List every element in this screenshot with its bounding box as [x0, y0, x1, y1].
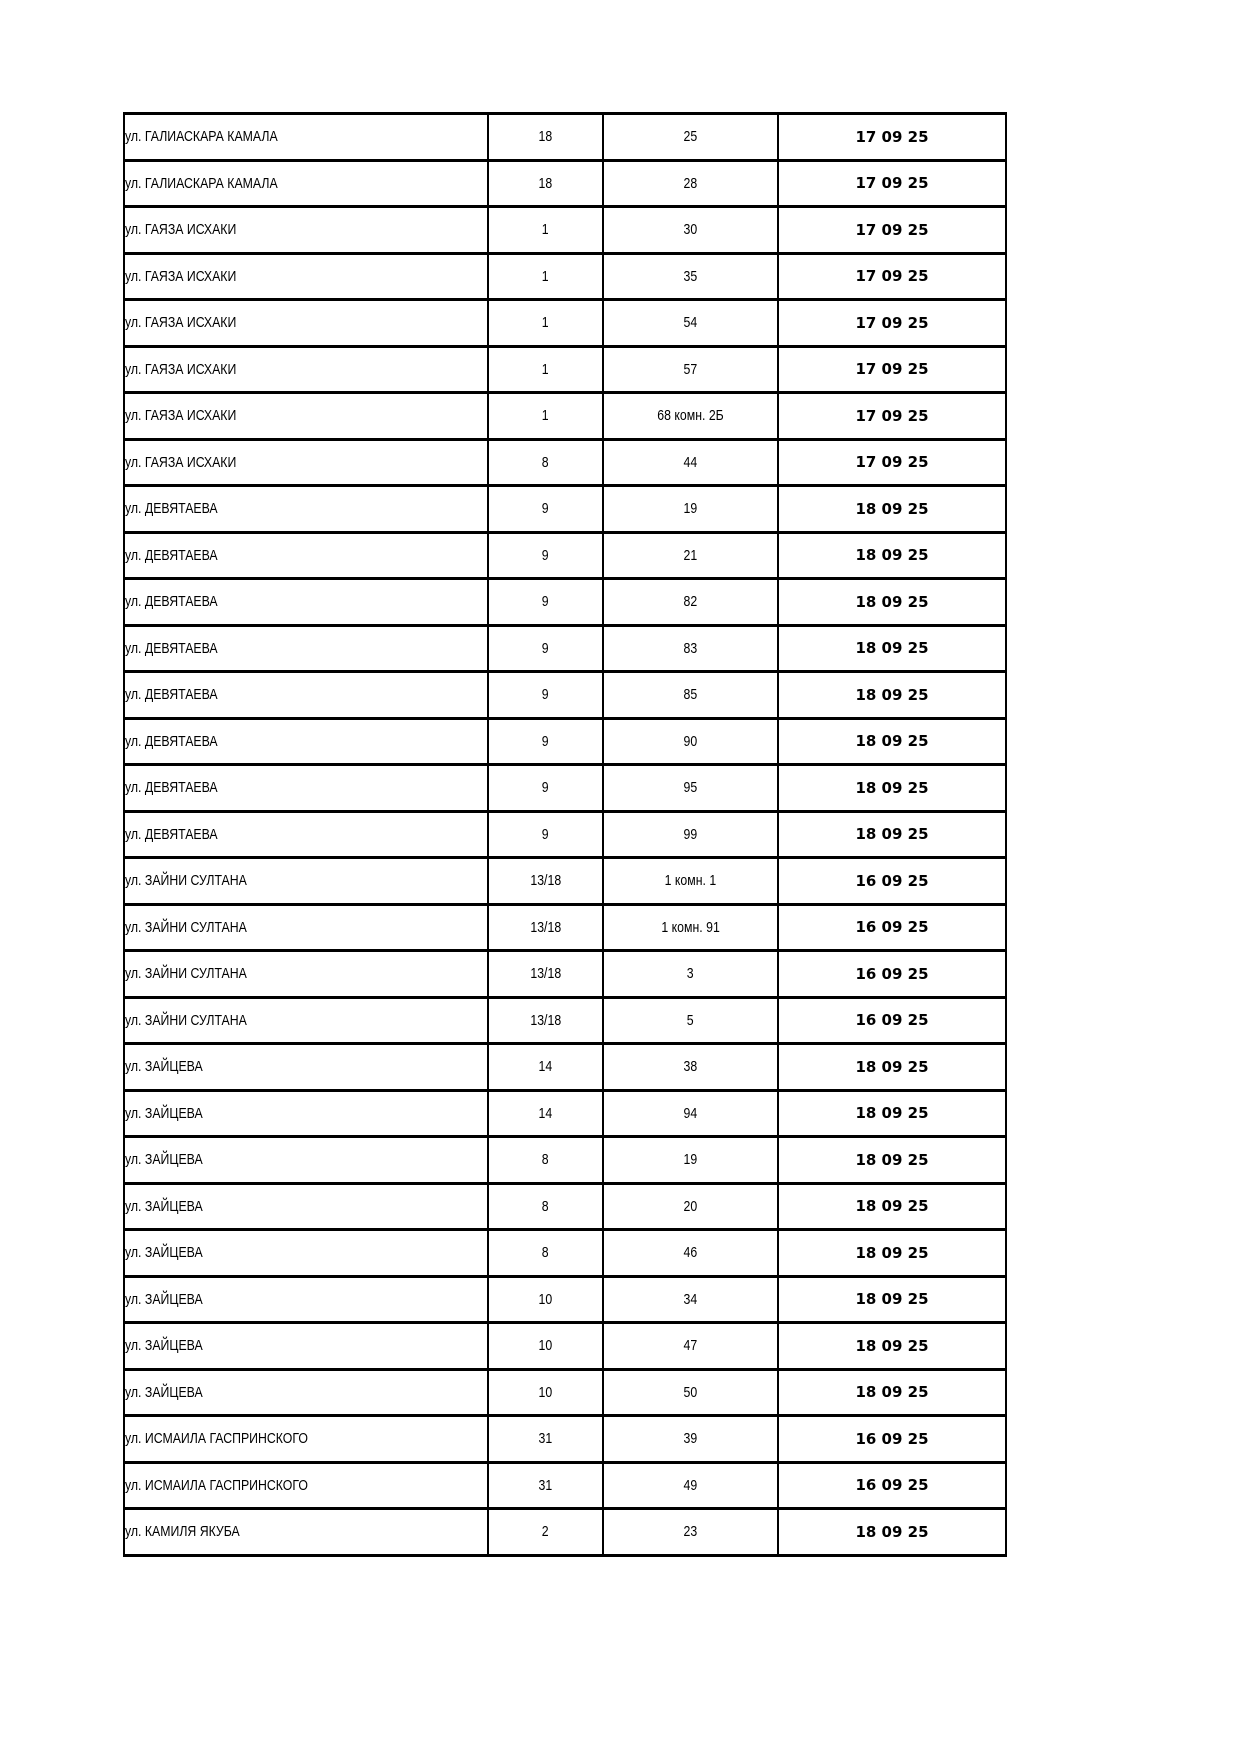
street-text: ул. ДЕВЯТАЕВА [125, 593, 218, 611]
house-number-text: 8 [542, 1197, 549, 1215]
date-cell [779, 1417, 1007, 1464]
date-text: 17 09 25 [855, 453, 929, 472]
street-cell [125, 1324, 489, 1371]
date-cell [779, 162, 1007, 209]
apartment-text: 44 [683, 453, 698, 471]
house-number-cell [489, 301, 604, 348]
street-text: ул. ЗАЙЦЕВА [125, 1290, 203, 1308]
table-row [125, 1371, 1007, 1418]
apartment-cell [604, 580, 779, 627]
house-number-cell [489, 1417, 604, 1464]
street-cell [125, 952, 489, 999]
street-cell [125, 999, 489, 1046]
house-number-text: 8 [542, 1151, 549, 1169]
date-cell [779, 534, 1007, 581]
apartment-cell [604, 952, 779, 999]
table-row [125, 813, 1007, 860]
house-number-cell [489, 906, 604, 953]
street-cell [125, 1185, 489, 1232]
street-text: ул. ДЕВЯТАЕВА [125, 639, 218, 657]
date-cell [779, 394, 1007, 441]
apartment-text: 54 [683, 314, 698, 332]
date-cell [779, 1371, 1007, 1418]
street-text: ул. ИСМАИЛА ГАСПРИНСКОГО [125, 1430, 308, 1448]
apartment-cell [604, 301, 779, 348]
street-text: ул. ДЕВЯТАЕВА [125, 779, 218, 797]
house-number-cell [489, 441, 604, 488]
apartment-text: 1 комн. 1 [664, 872, 717, 890]
date-text: 18 09 25 [855, 1336, 929, 1355]
house-number-cell [489, 1464, 604, 1511]
street-text: ул. ДЕВЯТАЕВА [125, 500, 218, 518]
apartment-cell [604, 1138, 779, 1185]
table-row [125, 766, 1007, 813]
house-number-text: 13/18 [530, 1011, 561, 1029]
street-text: ул. ЗАЙЦЕВА [125, 1337, 203, 1355]
street-cell [125, 1417, 489, 1464]
street-text: ул. ДЕВЯТАЕВА [125, 686, 218, 704]
apartment-cell [604, 115, 779, 162]
house-number-text: 1 [542, 221, 549, 239]
street-text: ул. ДЕВЯТАЕВА [125, 825, 218, 843]
street-text: ул. ГАЛИАСКАРА КАМАЛА [125, 128, 278, 146]
date-text: 18 09 25 [855, 1104, 929, 1123]
apartment-cell [604, 441, 779, 488]
address-schedule-table [123, 112, 1007, 1557]
apartment-text: 95 [683, 779, 698, 797]
date-text: 16 09 25 [855, 871, 929, 890]
table-row [125, 487, 1007, 534]
apartment-cell [604, 1231, 779, 1278]
apartment-cell [604, 534, 779, 581]
street-cell [125, 1371, 489, 1418]
table-row [125, 1417, 1007, 1464]
house-number-text: 1 [542, 267, 549, 285]
date-cell [779, 487, 1007, 534]
date-text: 16 09 25 [855, 918, 929, 937]
date-cell [779, 999, 1007, 1046]
apartment-text: 94 [683, 1104, 698, 1122]
apartment-cell [604, 906, 779, 953]
house-number-text: 9 [542, 639, 549, 657]
date-cell [779, 952, 1007, 999]
date-text: 18 09 25 [855, 592, 929, 611]
street-text: ул. ДЕВЯТАЕВА [125, 546, 218, 564]
street-cell [125, 1510, 489, 1557]
house-number-text: 10 [538, 1337, 553, 1355]
date-text: 18 09 25 [855, 546, 929, 565]
street-cell [125, 766, 489, 813]
date-text: 17 09 25 [855, 406, 929, 425]
street-cell [125, 162, 489, 209]
date-text: 17 09 25 [855, 127, 929, 146]
house-number-text: 9 [542, 779, 549, 797]
date-text: 16 09 25 [855, 1429, 929, 1448]
table-row [125, 1138, 1007, 1185]
street-cell [125, 720, 489, 767]
street-cell [125, 208, 489, 255]
street-text: ул. ЗАЙЦЕВА [125, 1058, 203, 1076]
street-text: ул. ГАЯЗА ИСХАКИ [125, 267, 237, 285]
street-text: ул. ГАЯЗА ИСХАКИ [125, 407, 237, 425]
apartment-cell [604, 720, 779, 767]
table-row [125, 952, 1007, 999]
date-cell [779, 1185, 1007, 1232]
apartment-text: 46 [683, 1244, 698, 1262]
date-cell [779, 301, 1007, 348]
house-number-text: 8 [542, 1244, 549, 1262]
street-cell [125, 487, 489, 534]
street-text: ул. ЗАЙНИ СУЛТАНА [125, 1011, 247, 1029]
house-number-text: 1 [542, 407, 549, 425]
house-number-text: 18 [538, 174, 553, 192]
street-cell [125, 813, 489, 860]
apartment-cell [604, 1464, 779, 1511]
house-number-text: 14 [538, 1104, 553, 1122]
date-text: 18 09 25 [855, 1290, 929, 1309]
street-text: ул. ГАЛИАСКАРА КАМАЛА [125, 174, 278, 192]
house-number-cell [489, 348, 604, 395]
street-text: ул. ЗАЙЦЕВА [125, 1151, 203, 1169]
house-number-text: 31 [538, 1476, 553, 1494]
apartment-text: 30 [683, 221, 698, 239]
house-number-text: 9 [542, 500, 549, 518]
apartment-text: 49 [683, 1476, 698, 1494]
table-row [125, 534, 1007, 581]
apartment-cell [604, 673, 779, 720]
street-cell [125, 301, 489, 348]
street-text: ул. ГАЯЗА ИСХАКИ [125, 314, 237, 332]
apartment-cell [604, 859, 779, 906]
apartment-text: 68 комн. 2Б [657, 407, 724, 425]
date-cell [779, 580, 1007, 627]
date-cell [779, 906, 1007, 953]
apartment-text: 39 [683, 1430, 698, 1448]
house-number-cell [489, 952, 604, 999]
date-text: 17 09 25 [855, 360, 929, 379]
date-cell [779, 720, 1007, 767]
apartment-cell [604, 999, 779, 1046]
street-cell [125, 906, 489, 953]
apartment-cell [604, 487, 779, 534]
date-text: 16 09 25 [855, 964, 929, 983]
street-cell [125, 580, 489, 627]
street-cell [125, 1231, 489, 1278]
street-text: ул. ЗАЙЦЕВА [125, 1244, 203, 1262]
street-text: ул. ЗАЙНИ СУЛТАНА [125, 965, 247, 983]
date-cell [779, 859, 1007, 906]
street-text: ул. ЗАЙНИ СУЛТАНА [125, 872, 247, 890]
date-text: 16 09 25 [855, 1011, 929, 1030]
street-text: ул. ДЕВЯТАЕВА [125, 732, 218, 750]
apartment-cell [604, 766, 779, 813]
date-text: 17 09 25 [855, 313, 929, 332]
street-cell [125, 115, 489, 162]
date-cell [779, 813, 1007, 860]
table-row [125, 627, 1007, 674]
apartment-text: 21 [683, 546, 698, 564]
apartment-cell [604, 348, 779, 395]
date-cell [779, 766, 1007, 813]
apartment-cell [604, 1045, 779, 1092]
apartment-cell [604, 208, 779, 255]
house-number-text: 13/18 [530, 918, 561, 936]
house-number-cell [489, 534, 604, 581]
date-cell [779, 208, 1007, 255]
table-row [125, 580, 1007, 627]
house-number-text: 13/18 [530, 872, 561, 890]
street-cell [125, 255, 489, 302]
house-number-cell [489, 1045, 604, 1092]
house-number-cell [489, 1371, 604, 1418]
street-text: ул. ЗАЙЦЕВА [125, 1197, 203, 1215]
apartment-cell [604, 1417, 779, 1464]
date-text: 18 09 25 [855, 825, 929, 844]
date-cell [779, 673, 1007, 720]
date-text: 18 09 25 [855, 1057, 929, 1076]
apartment-cell [604, 813, 779, 860]
date-text: 18 09 25 [855, 499, 929, 518]
date-cell [779, 1464, 1007, 1511]
table-body [125, 115, 1007, 1557]
house-number-text: 9 [542, 686, 549, 704]
house-number-cell [489, 859, 604, 906]
street-text: ул. ЗАЙЦЕВА [125, 1383, 203, 1401]
date-cell [779, 1510, 1007, 1557]
house-number-cell [489, 1278, 604, 1325]
house-number-text: 2 [542, 1523, 549, 1541]
street-cell [125, 627, 489, 674]
apartment-text: 28 [683, 174, 698, 192]
house-number-cell [489, 115, 604, 162]
apartment-text: 99 [683, 825, 698, 843]
house-number-text: 10 [538, 1383, 553, 1401]
table-row [125, 720, 1007, 767]
date-cell [779, 1092, 1007, 1139]
date-cell [779, 1045, 1007, 1092]
apartment-cell [604, 1092, 779, 1139]
house-number-cell [489, 1324, 604, 1371]
house-number-cell [489, 1231, 604, 1278]
date-text: 17 09 25 [855, 174, 929, 193]
house-number-text: 10 [538, 1290, 553, 1308]
apartment-text: 20 [683, 1197, 698, 1215]
street-cell [125, 441, 489, 488]
date-text: 16 09 25 [855, 1476, 929, 1495]
house-number-cell [489, 580, 604, 627]
date-cell [779, 255, 1007, 302]
date-cell [779, 1231, 1007, 1278]
house-number-cell [489, 394, 604, 441]
street-text: ул. ГАЯЗА ИСХАКИ [125, 453, 237, 471]
street-cell [125, 394, 489, 441]
apartment-text: 3 [687, 965, 694, 983]
house-number-cell [489, 487, 604, 534]
date-cell [779, 627, 1007, 674]
table-row [125, 1464, 1007, 1511]
house-number-cell [489, 766, 604, 813]
apartment-cell [604, 1278, 779, 1325]
table-row [125, 348, 1007, 395]
house-number-text: 18 [538, 128, 553, 146]
date-text: 18 09 25 [855, 732, 929, 751]
apartment-text: 19 [683, 500, 698, 518]
date-cell [779, 1278, 1007, 1325]
street-text: ул. ЗАЙЦЕВА [125, 1104, 203, 1122]
table-row [125, 208, 1007, 255]
apartment-cell [604, 162, 779, 209]
house-number-cell [489, 255, 604, 302]
house-number-text: 9 [542, 732, 549, 750]
apartment-text: 23 [683, 1523, 698, 1541]
house-number-text: 9 [542, 546, 549, 564]
apartment-text: 47 [683, 1337, 698, 1355]
apartment-text: 85 [683, 686, 698, 704]
apartment-cell [604, 627, 779, 674]
house-number-cell [489, 162, 604, 209]
house-number-text: 8 [542, 453, 549, 471]
table-row [125, 673, 1007, 720]
house-number-cell [489, 1510, 604, 1557]
apartment-cell [604, 1371, 779, 1418]
house-number-cell [489, 208, 604, 255]
house-number-cell [489, 627, 604, 674]
apartment-cell [604, 1324, 779, 1371]
street-text: ул. ГАЯЗА ИСХАКИ [125, 360, 237, 378]
table-row [125, 255, 1007, 302]
table-row [125, 441, 1007, 488]
street-cell [125, 534, 489, 581]
date-text: 18 09 25 [855, 1243, 929, 1262]
date-text: 18 09 25 [855, 1197, 929, 1216]
date-text: 18 09 25 [855, 1150, 929, 1169]
date-text: 18 09 25 [855, 639, 929, 658]
date-cell [779, 115, 1007, 162]
apartment-text: 25 [683, 128, 698, 146]
house-number-cell [489, 999, 604, 1046]
date-cell [779, 1138, 1007, 1185]
house-number-cell [489, 720, 604, 767]
street-cell [125, 348, 489, 395]
date-text: 18 09 25 [855, 685, 929, 704]
street-text: ул. ИСМАИЛА ГАСПРИНСКОГО [125, 1476, 308, 1494]
house-number-text: 9 [542, 593, 549, 611]
table-row [125, 1324, 1007, 1371]
table-row [125, 394, 1007, 441]
apartment-text: 50 [683, 1383, 698, 1401]
apartment-text: 38 [683, 1058, 698, 1076]
house-number-text: 1 [542, 360, 549, 378]
table-row [125, 999, 1007, 1046]
house-number-cell [489, 1138, 604, 1185]
street-cell [125, 673, 489, 720]
house-number-cell [489, 673, 604, 720]
table-row [125, 1092, 1007, 1139]
house-number-text: 31 [538, 1430, 553, 1448]
house-number-cell [489, 813, 604, 860]
table-row [125, 906, 1007, 953]
apartment-cell [604, 255, 779, 302]
date-text: 17 09 25 [855, 267, 929, 286]
street-cell [125, 1464, 489, 1511]
apartment-text: 83 [683, 639, 698, 657]
table-row [125, 301, 1007, 348]
street-cell [125, 1138, 489, 1185]
date-cell [779, 441, 1007, 488]
date-text: 18 09 25 [855, 1522, 929, 1541]
apartment-cell [604, 1510, 779, 1557]
street-text: ул. ЗАЙНИ СУЛТАНА [125, 918, 247, 936]
house-number-text: 1 [542, 314, 549, 332]
table-row [125, 859, 1007, 906]
apartment-text: 35 [683, 267, 698, 285]
house-number-text: 14 [538, 1058, 553, 1076]
table-row [125, 115, 1007, 162]
table-row [125, 1231, 1007, 1278]
street-cell [125, 1045, 489, 1092]
house-number-cell [489, 1185, 604, 1232]
street-text: ул. КАМИЛЯ ЯКУБА [125, 1523, 240, 1541]
table-row [125, 162, 1007, 209]
apartment-text: 57 [683, 360, 698, 378]
table-row [125, 1045, 1007, 1092]
apartment-text: 1 комн. 91 [661, 918, 720, 936]
date-cell [779, 348, 1007, 395]
street-cell [125, 1092, 489, 1139]
date-text: 17 09 25 [855, 220, 929, 239]
apartment-cell [604, 394, 779, 441]
date-text: 18 09 25 [855, 778, 929, 797]
table-row [125, 1278, 1007, 1325]
apartment-text: 90 [683, 732, 698, 750]
apartment-text: 19 [683, 1151, 698, 1169]
house-number-text: 9 [542, 825, 549, 843]
apartment-text: 82 [683, 593, 698, 611]
street-text: ул. ГАЯЗА ИСХАКИ [125, 221, 237, 239]
street-cell [125, 859, 489, 906]
street-cell [125, 1278, 489, 1325]
table-row [125, 1510, 1007, 1557]
date-cell [779, 1324, 1007, 1371]
house-number-text: 13/18 [530, 965, 561, 983]
house-number-cell [489, 1092, 604, 1139]
date-text: 18 09 25 [855, 1383, 929, 1402]
apartment-cell [604, 1185, 779, 1232]
apartment-text: 5 [687, 1011, 694, 1029]
apartment-text: 34 [683, 1290, 698, 1308]
table-row [125, 1185, 1007, 1232]
